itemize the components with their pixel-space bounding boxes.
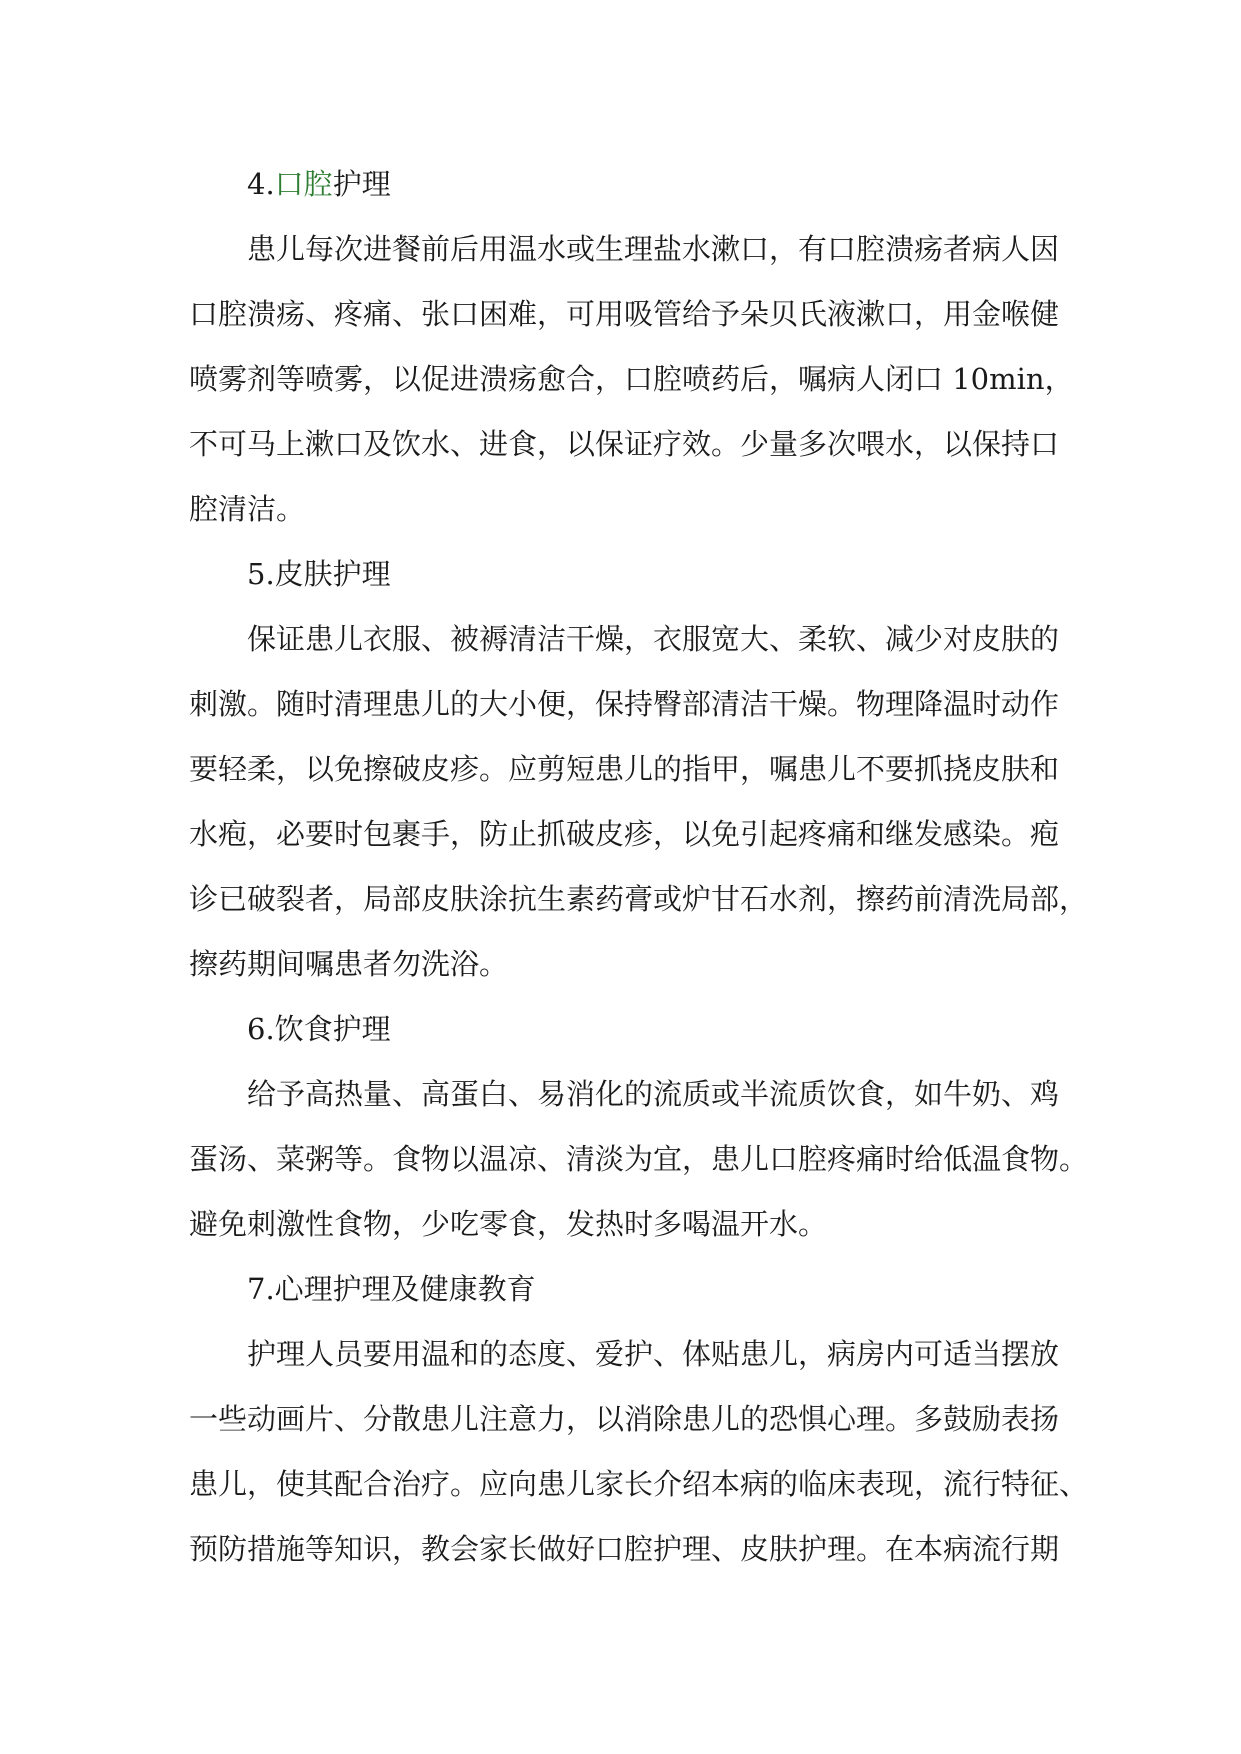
paragraph-line: 患儿每次进餐前后用温水或生理盐水漱口，有口腔溃疡者病人因	[247, 232, 1060, 266]
section-heading-diet-care: 6.饮食护理	[247, 1012, 391, 1046]
paragraph-line: 口腔溃疡、疼痛、张口困难，可用吸管给予朵贝氏液漱口，用金喉健	[189, 297, 1060, 331]
section-heading-psychological-care: 7.心理护理及健康教育	[247, 1272, 536, 1306]
paragraph-line: 刺激。随时清理患儿的大小便，保持臀部清洁干燥。物理降温时动作	[189, 687, 1060, 721]
section-number: 4.	[247, 167, 275, 201]
paragraph-line: 不可马上漱口及饮水、进食，以保证疗效。少量多次喂水，以保持口	[189, 427, 1060, 461]
paragraph-line: 预防措施等知识，教会家长做好口腔护理、皮肤护理。在本病流行期	[189, 1532, 1060, 1566]
paragraph-line: 腔清洁。	[189, 492, 306, 526]
paragraph-line: 避免刺激性食物，少吃零食，发热时多喝温开水。	[189, 1207, 828, 1241]
highlighted-term-link[interactable]: 口腔	[274, 167, 333, 201]
paragraph-line: 擦药期间嘱患者勿洗浴。	[189, 947, 509, 981]
paragraph-line: 给予高热量、高蛋白、易消化的流质或半流质饮食，如牛奶、鸡	[247, 1077, 1060, 1111]
paragraph-line: 患儿，使其配合治疗。应向患儿家长介绍本病的临床表现，流行特征、	[189, 1467, 1089, 1501]
paragraph-line: 诊已破裂者，局部皮肤涂抗生素药膏或炉甘石水剂，擦药前清洗局部，	[189, 882, 1089, 916]
paragraph-line: 要轻柔，以免擦破皮疹。应剪短患儿的指甲，嘱患儿不要抓挠皮肤和	[189, 752, 1060, 786]
section-heading-oral-care	[189, 152, 1057, 217]
paragraph-line: 喷雾剂等喷雾，以促进溃疡愈合，口腔喷药后，嘱病人闭口 10min，	[189, 362, 1074, 396]
paragraph-line: 保证患儿衣服、被褥清洁干燥，衣服宽大、柔软、减少对皮肤的	[247, 622, 1060, 656]
paragraph-line: 护理人员要用温和的态度、爱护、体贴患儿，病房内可适当摆放	[247, 1337, 1060, 1371]
paragraph-line: 水疱，必要时包裹手，防止抓破皮疹，以免引起疼痛和继发感染。疱	[189, 817, 1060, 851]
paragraph-line: 一些动画片、分散患儿注意力，以消除患儿的恐惧心理。多鼓励表扬	[189, 1402, 1060, 1436]
section-heading-skin-care: 5.皮肤护理	[247, 557, 391, 591]
document-body	[189, 152, 1089, 1582]
section-heading-text: 护理	[332, 167, 391, 201]
paragraph-line: 蛋汤、菜粥等。食物以温凉、清淡为宜，患儿口腔疼痛时给低温食物。	[189, 1142, 1089, 1176]
